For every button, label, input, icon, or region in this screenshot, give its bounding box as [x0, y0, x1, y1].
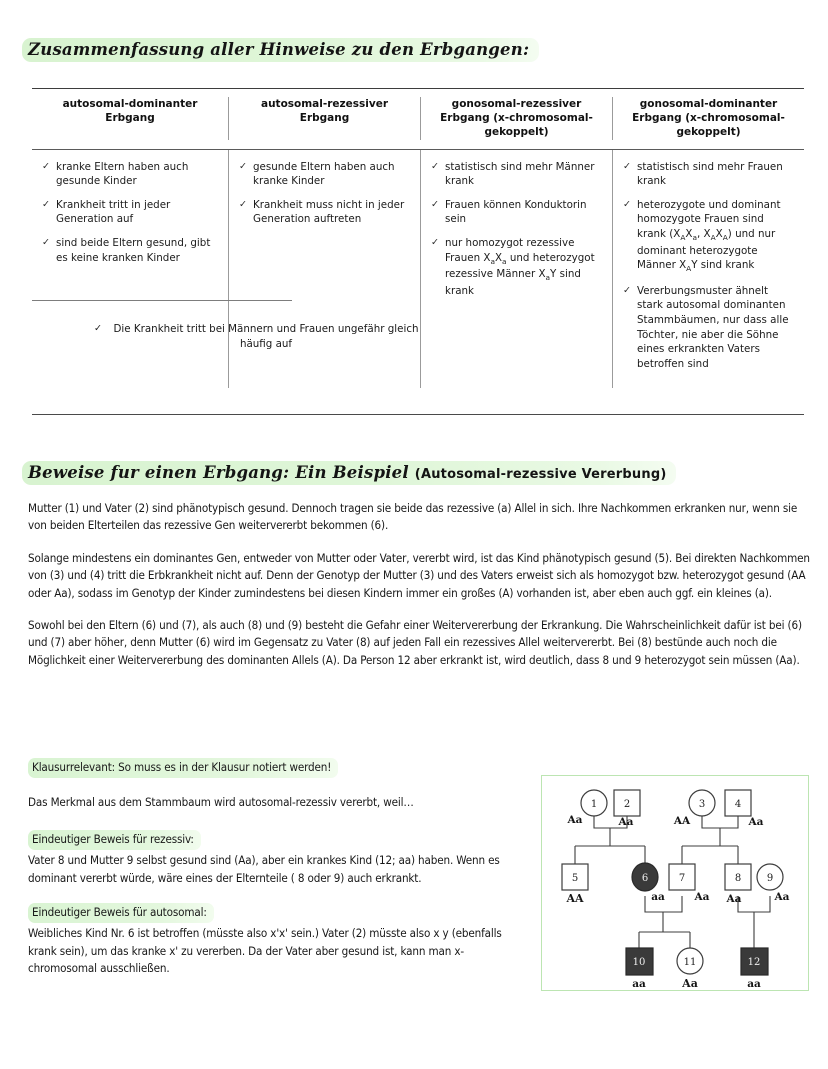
table-header-row [32, 89, 804, 149]
table-partial-rule [32, 300, 292, 301]
individual-id: 2 [623, 799, 631, 810]
pedigree-individual-4 [725, 790, 764, 828]
individual-genotype: aa [651, 891, 665, 903]
table-bullet [42, 160, 218, 189]
individual-id: 5 [571, 873, 579, 884]
pedigree-individual-7 [669, 864, 710, 903]
check-icon: ✓ [623, 199, 631, 211]
table-header-cell-gonosomal-recessive [420, 97, 612, 140]
individual-id: 9 [766, 873, 774, 884]
pedigree-individual-12 [741, 948, 768, 990]
header-line: autosomal-rezessiver [260, 98, 388, 110]
header-line: gonosomal-rezessiver [451, 98, 582, 110]
proof-heading: Eindeutiger Beweis für autosomal: [28, 903, 214, 923]
individual-genotype: Aa [694, 891, 710, 903]
individual-genotype: aa [747, 978, 761, 990]
pedigree-individual-2 [614, 790, 640, 828]
table-bullet [623, 284, 794, 372]
section-heading-main: Beweise fur einen Erbgang: Ein Beispiel [28, 463, 409, 482]
individual-genotype: Aa [774, 891, 790, 903]
table-bottom-rule [32, 414, 804, 415]
check-icon: ✓ [42, 237, 50, 249]
bullet-text-genotype: heterozygote und dominant homozygote Frauen sind krank ($X_AX_a$, $X_AX_A$) und nur dominant heterozygote Männer $X_AY$ sind krank [637, 198, 781, 274]
section-heading-beweise [22, 461, 676, 485]
check-icon: ✓ [94, 323, 102, 334]
individual-id: 1 [590, 799, 598, 810]
pedigree-individual-3 [673, 790, 715, 827]
table-bullet [239, 198, 410, 227]
check-icon: ✓ [623, 285, 631, 297]
individual-id: 7 [678, 873, 686, 884]
footnote-text: Die Krankheit tritt bei Männern und Frauen ungefähr gleich häufig auf [113, 323, 419, 351]
individual-genotype: Aa [618, 816, 634, 828]
table-bullet [623, 160, 794, 189]
check-icon: ✓ [431, 161, 439, 173]
individual-id: 10 [632, 957, 646, 968]
check-icon: ✓ [431, 199, 439, 211]
table-bullet [42, 198, 218, 227]
proof-heading-row [28, 830, 528, 850]
bullet-text: gesunde Eltern haben auch kranke Kinder [253, 160, 395, 188]
klausur-banner-row [28, 758, 528, 778]
pedigree-chart [542, 776, 808, 990]
pedigree-individual-1 [567, 790, 607, 826]
individual-genotype: Aa [567, 814, 583, 826]
explanation-paragraphs [28, 500, 818, 684]
proof-heading-row [28, 903, 528, 923]
section-heading-sub: (Autosomal-rezessive Vererbung) [414, 467, 667, 482]
page-title [22, 38, 539, 62]
klausur-section [28, 758, 528, 994]
individual-id: 8 [734, 873, 742, 884]
klausur-lead: Das Merkmal aus dem Stammbaum wird autosomal-rezessiv vererbt, weil… [28, 795, 414, 810]
header-line: gekoppelt) [484, 126, 549, 139]
bullet-text-genotype: nur homozygot rezessive Frauen $X_aX_a$ und heterozygot rezessive Männer $X_aY$ sind krank [445, 236, 595, 297]
table-header-cell-gonosomal-dominant [612, 97, 804, 140]
individual-id: 4 [734, 799, 742, 810]
table-bullet [42, 236, 218, 265]
header-line: Erbgang [105, 112, 155, 125]
individual-id: 6 [641, 873, 649, 884]
table-bullet [239, 160, 410, 189]
proof-block-recessive [28, 830, 528, 887]
header-line: autosomal-dominanter [62, 98, 198, 110]
pedigree-individual-8 [725, 864, 751, 905]
table-footnote-row [32, 322, 452, 353]
table-header-cell-autosomal-recessive [228, 97, 420, 140]
pedigree-individual-5 [562, 864, 588, 905]
bullet-text: Krankheit tritt in jeder Generation auf [56, 198, 171, 226]
header-line: Erbgang (x-chromosomal- [632, 112, 785, 125]
check-icon: ✓ [42, 199, 50, 211]
bullet-text: sind beide Eltern gesund, gibt es keine kranken Kinder [56, 236, 211, 264]
bullet-text: Vererbungsmuster ähnelt stark autosomal dominanten Stammbäumen, nur dass alle Töchter, nie aber die Söhne eines erkrankten Vaters betroffen sind [637, 284, 789, 370]
pedigree-individual-10 [626, 948, 653, 990]
check-icon: ✓ [239, 199, 247, 211]
pedigree-individual-9 [757, 864, 790, 903]
individual-id: 3 [698, 799, 706, 810]
table-bullet [431, 160, 602, 189]
proof-body: Vater 8 und Mutter 9 selbst gesund sind (Aa), aber ein krankes Kind (12; aa) haben. Wenn es dominant vererbt würde, wäre eines der Elternteile ( 8 oder 9) auch erkrankt. [28, 853, 500, 885]
table-bullet [431, 236, 602, 298]
proof-heading: Eindeutiger Beweis für rezessiv: [28, 830, 201, 850]
pedigree-individual-6 [632, 863, 665, 903]
individual-id: 11 [683, 957, 697, 968]
header-line: Erbgang [299, 112, 350, 125]
check-icon: ✓ [431, 237, 439, 249]
individual-genotype: Aa [682, 977, 698, 990]
section-heading-text [22, 461, 676, 485]
klausur-banner: Klausurrelevant: So muss es in der Klausur notiert werden! [28, 758, 338, 778]
individual-genotype: Aa [726, 893, 742, 905]
bullet-text: kranke Eltern haben auch gesunde Kinder [56, 160, 189, 188]
table-footnote [94, 322, 424, 353]
bullet-text: Krankheit muss nicht in jeder Generation auftreten [253, 198, 405, 226]
individual-genotype: aa [632, 978, 646, 990]
paragraph: Mutter (1) und Vater (2) sind phänotypisch gesund. Dennoch tragen sie beide das rezessive (a) Allel in sich. Ihre Nachkommen erkranken nur, wenn sie von beiden Elterteilen das rezessive Gen weitervererbt bekommen (6). [28, 501, 798, 533]
header-line: gekoppelt) [676, 126, 741, 139]
bullet-text: statistisch sind mehr Frauen krank [637, 160, 783, 188]
bullet-text: Frauen können Konduktorin sein [445, 198, 587, 226]
pedigree-individual-11 [677, 948, 703, 990]
table-header-cell-autosomal-dominant [32, 97, 228, 140]
paragraph: Sowohl bei den Eltern (6) und (7), als auch (8) und (9) besteht die Gefahr einer Weitervererbung der Erkrankung. Die Wahrscheinlichkeit dafür ist bei (6) und (7) aber höher, denn Mutter (6) wird im Gegensatz zu Vater (8) auf jeden Fall ein rezessives Allel weitervererbt. Bei (8) bestünde auch noch die Möglichkeit einer Weitervererbung des dominanten Allels (A). Da Person 12 aber erkrankt ist, wird deutlich, dass 8 und 9 heterozygot sein müssen (Aa). [28, 617, 802, 667]
individual-genotype: Aa [748, 816, 764, 828]
bullet-text: statistisch sind mehr Männer krank [445, 160, 595, 188]
header-line: gonosomal-dominanter [639, 98, 778, 110]
individual-genotype: AA [673, 815, 691, 827]
proof-block-autosomal [28, 903, 528, 978]
proof-body: Weibliches Kind Nr. 6 ist betroffen (müsste also x'x' sein.) Vater (2) müsste also x y (ebenfalls krank sein), um das kranke x' zu vererben. Da der Vater aber gesund ist, kann man x-chromosomal ausschließen. [28, 926, 502, 976]
check-icon: ✓ [623, 161, 631, 173]
paragraph: Solange mindestens ein dominantes Gen, entweder von Mutter oder Vater, vererbt wird, ist das Kind phänotypisch gesund (5). Bei direkten Nachkommen von (3) und (4) tritt die Erbkrankheit nicht auf. Denn der Genotyp der Mutter (3) und des Vaters erweist sich als homozygot bzw. heterozygot gesund (AA oder Aa), sodass im Genotyp der Kinder zumindestens bei diesen Kindern immer ein großes (A) vorhanden ist, aber eben auch ggf. ein kleines (a). [28, 550, 810, 600]
page-title-text: Zusammenfassung aller Hinweise zu den Erbgangen: [22, 38, 539, 62]
pedigree-chart-panel [541, 775, 809, 991]
table-bullet [623, 198, 794, 275]
table-cell-gonosomal-dominant [612, 150, 804, 389]
individual-genotype: AA [566, 892, 584, 905]
table-bullet [431, 198, 602, 227]
header-line: Erbgang (x-chromosomal- [440, 112, 593, 125]
check-icon: ✓ [42, 161, 50, 173]
check-icon: ✓ [239, 161, 247, 173]
individual-id: 12 [747, 957, 761, 968]
